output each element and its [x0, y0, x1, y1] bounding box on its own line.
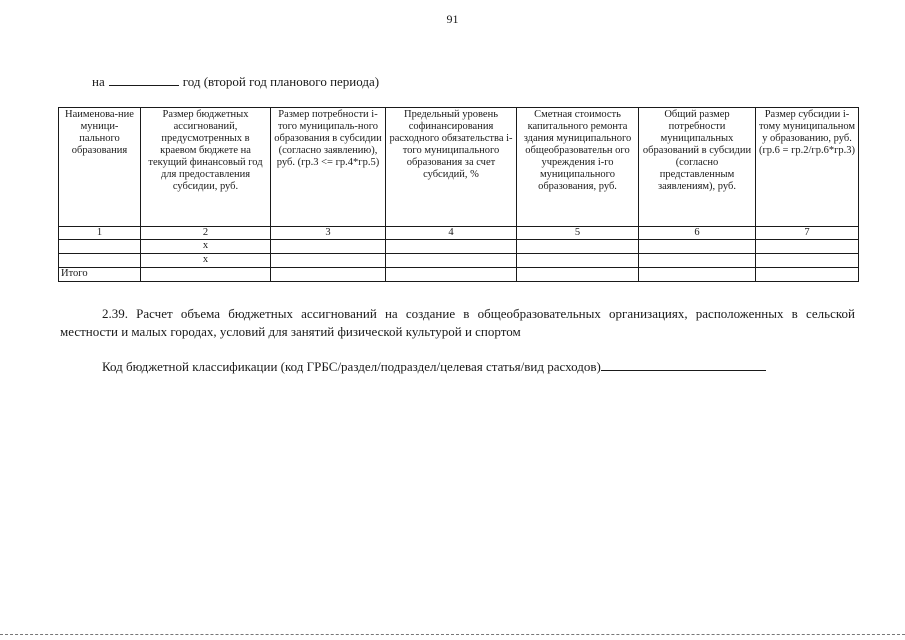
header-repair-cost: Сметная стоимость капитального ремонта здания муниципального общеобразовательн ого учреждения i-го муниципального образования, руб. — [517, 108, 639, 227]
table-cell: х — [141, 254, 271, 268]
paragraph-2-39: 2.39. Расчет объема бюджетных ассигнований на создание в общеобразовательных организациях, расположенных в сельской местности и малых городах, условий для занятий физической культурой и спортом — [60, 306, 855, 339]
table-cell — [141, 268, 271, 282]
table-cell — [517, 240, 639, 254]
year-blank — [109, 74, 179, 86]
table-cell: х — [141, 240, 271, 254]
table-cell — [271, 240, 386, 254]
page-number: 91 — [446, 12, 459, 26]
table-cell — [59, 240, 141, 254]
column-number-row — [59, 227, 859, 240]
table-cell — [59, 254, 141, 268]
kbk-line — [60, 358, 855, 376]
table-cell — [756, 268, 859, 282]
column-number: 7 — [756, 227, 859, 240]
bottom-divider — [0, 634, 905, 635]
table-row — [59, 254, 859, 268]
table-cell — [271, 268, 386, 282]
column-number: 1 — [59, 227, 141, 240]
table-cell — [386, 268, 517, 282]
period-line — [92, 74, 379, 90]
table-row — [59, 240, 859, 254]
column-number: 4 — [386, 227, 517, 240]
table-cell — [756, 254, 859, 268]
table-cell — [271, 254, 386, 268]
header-subsidy-size: Размер субсидии i-тому муниципальном у образованию, руб. (гр.6 = гр.2/гр.6*гр.3) — [756, 108, 859, 227]
table-cell — [639, 240, 756, 254]
header-cofinancing-level: Предельный уровень софинансирования расходного обязательства i-того муниципального образования за счет субсидий, % — [386, 108, 517, 227]
period-prefix: на — [92, 74, 105, 89]
header-total-need: Общий размер потребности муниципальных образований в субсидии (согласно представленным заявлениям), руб. — [639, 108, 756, 227]
header-budget-allocations: Размер бюджетных ассигнований, предусмотренных в краевом бюджете на текущий финансовый год для предоставления субсидии, руб. — [141, 108, 271, 227]
total-row — [59, 268, 859, 282]
period-suffix: год (второй год планового периода) — [182, 74, 380, 89]
table-cell — [386, 254, 517, 268]
table-cell — [756, 240, 859, 254]
kbk-blank — [601, 358, 766, 371]
table-cell — [517, 254, 639, 268]
kbk-label: Код бюджетной классификации (код ГРБС/раздел/подраздел/целевая статья/вид расходов) — [102, 359, 601, 374]
header-municipality-need: Размер потребности i-того муниципаль-ного образования в субсидии (согласно заявлению), руб. (гр.3 <= гр.4*гр.5) — [271, 108, 386, 227]
column-number: 6 — [639, 227, 756, 240]
header-row — [59, 108, 859, 227]
header-municipality-name: Наименова-ние муници-пального образования — [59, 108, 141, 227]
table-cell — [639, 268, 756, 282]
total-label: Итого — [59, 268, 141, 282]
subsidy-calculation-table — [58, 107, 859, 282]
column-number: 5 — [517, 227, 639, 240]
table-cell — [639, 254, 756, 268]
table-cell — [386, 240, 517, 254]
table-cell — [517, 268, 639, 282]
column-number: 2 — [141, 227, 271, 240]
column-number: 3 — [271, 227, 386, 240]
